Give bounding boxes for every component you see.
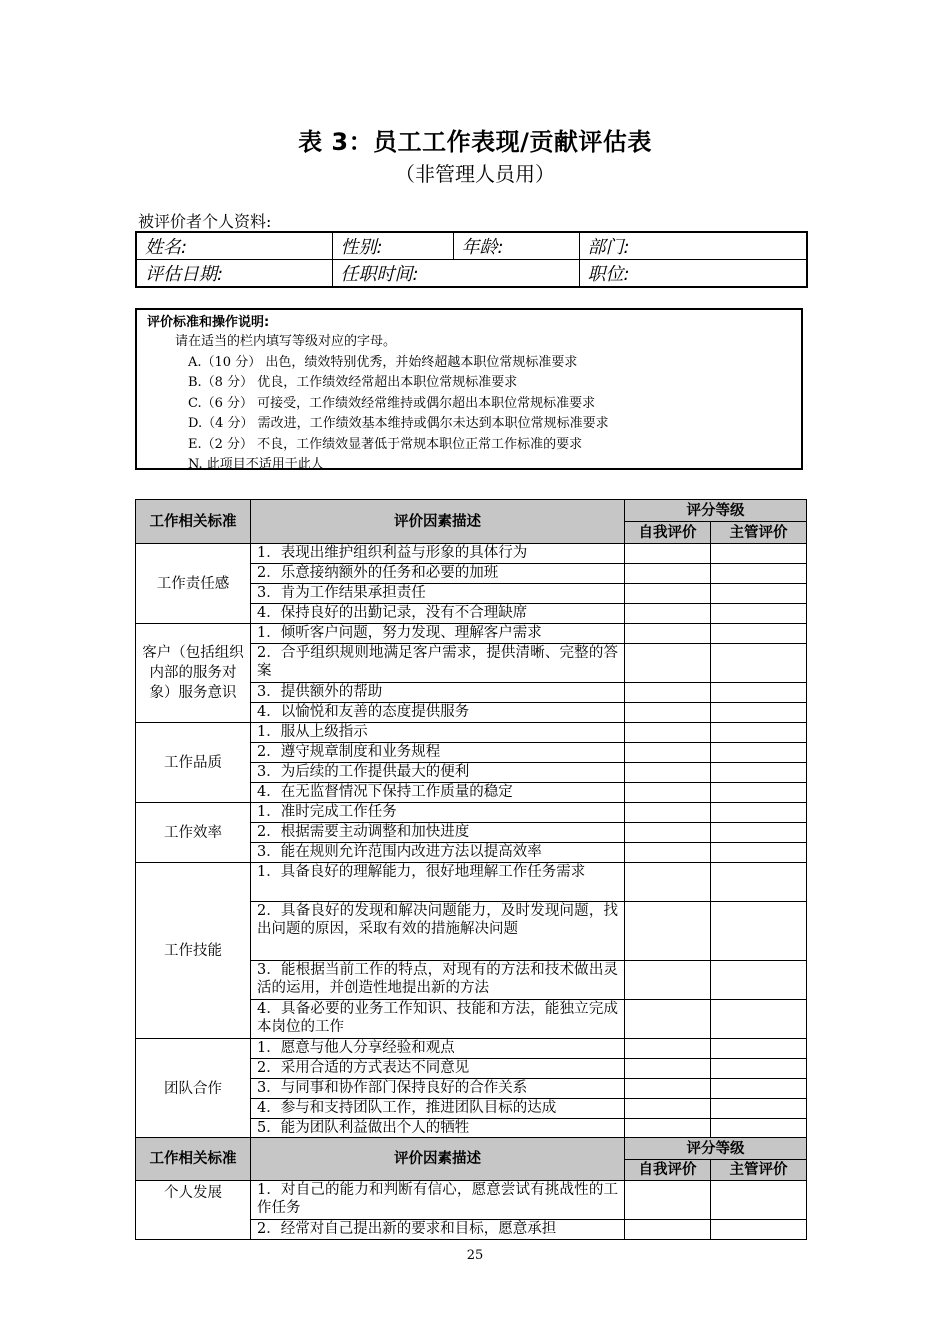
header-description: 评价因素描述	[251, 500, 625, 544]
header-self-eval: 自我评价	[625, 1160, 711, 1181]
factor-description: 2．根据需要主动调整和加快进度	[251, 823, 625, 843]
factor-description: 5．能为团队利益做出个人的牺牲	[251, 1119, 625, 1139]
manager-eval-cell[interactable]	[711, 1119, 807, 1139]
age-field[interactable]: 年龄:	[453, 232, 579, 260]
table-row	[136, 723, 807, 743]
category-cell: 工作品质	[136, 723, 251, 803]
factor-description: 3．与同事和协作部门保持良好的合作关系	[251, 1079, 625, 1099]
manager-eval-cell[interactable]	[711, 1099, 807, 1119]
department-field[interactable]: 部门:	[579, 232, 807, 260]
manager-eval-cell[interactable]	[711, 703, 807, 723]
factor-description: 3．能根据当前工作的特点，对现有的方法和技术做出灵活的运用，并创造性地提出新的方法	[251, 961, 625, 1000]
manager-eval-cell[interactable]	[711, 624, 807, 644]
category-cell: 工作效率	[136, 803, 251, 863]
self-eval-cell[interactable]	[625, 644, 711, 683]
factor-description: 1．倾听客户问题，努力发现、理解客户需求	[251, 624, 625, 644]
factor-description: 2．采用合适的方式表达不同意见	[251, 1059, 625, 1079]
self-eval-cell[interactable]	[625, 703, 711, 723]
manager-eval-cell[interactable]	[711, 544, 807, 564]
table-row	[136, 1181, 807, 1220]
factor-description: 2．遵守规章制度和业务规程	[251, 743, 625, 763]
factor-description: 1．对自己的能力和判断有信心，愿意尝试有挑战性的工作任务	[251, 1181, 625, 1220]
criteria-level: D.（4 分） 需改进，工作绩效基本维持或偶尔未达到本职位常规标准要求	[188, 416, 609, 431]
factor-description: 1．愿意与他人分享经验和观点	[251, 1039, 625, 1059]
manager-eval-cell[interactable]	[711, 1059, 807, 1079]
manager-eval-cell[interactable]	[711, 863, 807, 902]
category-cell: 团队合作	[136, 1039, 251, 1139]
factor-description: 1．具备良好的理解能力，很好地理解工作任务需求	[251, 863, 625, 902]
self-eval-cell[interactable]	[625, 624, 711, 644]
category-cell: 客户（包括组织内部的服务对象）服务意识	[136, 624, 251, 723]
factor-description: 2．乐意接纳额外的任务和必要的加班	[251, 564, 625, 584]
personal-info-table	[135, 231, 808, 288]
manager-eval-cell[interactable]	[711, 584, 807, 604]
self-eval-cell[interactable]	[625, 823, 711, 843]
factor-description: 3．为后续的工作提供最大的便利	[251, 763, 625, 783]
self-eval-cell[interactable]	[625, 1119, 711, 1139]
manager-eval-cell[interactable]	[711, 1220, 807, 1240]
manager-eval-cell[interactable]	[711, 1000, 807, 1039]
page-subtitle: （非管理人员用）	[395, 162, 555, 186]
name-field[interactable]: 姓名:	[136, 232, 332, 260]
factor-description: 3．能在规则允许范围内改进方法以提高效率	[251, 843, 625, 863]
criteria-level: N. 此项目不适用于此人	[188, 457, 324, 472]
criteria-level: B.（8 分） 优良，工作绩效经常超出本职位常规标准要求	[188, 375, 518, 390]
manager-eval-cell[interactable]	[711, 683, 807, 703]
table-row	[136, 803, 807, 823]
criteria-level: A.（10 分） 出色，绩效特别优秀，并始终超越本职位常规标准要求	[188, 354, 578, 370]
manager-eval-cell[interactable]	[711, 1079, 807, 1099]
header-standard: 工作相关标准	[136, 1138, 251, 1181]
self-eval-cell[interactable]	[625, 584, 711, 604]
eval-date-field[interactable]: 评估日期:	[136, 260, 332, 288]
criteria-box	[135, 308, 803, 470]
self-eval-cell[interactable]	[625, 1000, 711, 1039]
info-section-label: 被评价者个人资料:	[138, 212, 272, 231]
factor-description: 2．经常对自己提出新的要求和目标，愿意承担	[251, 1220, 625, 1240]
criteria-level: E.（2 分） 不良，工作绩效显著低于常规本职位正常工作标准的要求	[188, 436, 583, 452]
manager-eval-cell[interactable]	[711, 843, 807, 863]
manager-eval-cell[interactable]	[711, 604, 807, 624]
self-eval-cell[interactable]	[625, 863, 711, 902]
manager-eval-cell[interactable]	[711, 961, 807, 1000]
factor-description: 4．保持良好的出勤记录，没有不合理缺席	[251, 604, 625, 624]
header-manager-eval: 主管评价	[711, 522, 807, 544]
header-description: 评价因素描述	[251, 1138, 625, 1181]
factor-description: 4．在无监督情况下保持工作质量的稳定	[251, 783, 625, 803]
table-row	[136, 863, 807, 902]
manager-eval-cell[interactable]	[711, 743, 807, 763]
tenure-field[interactable]: 任职时间:	[332, 260, 579, 288]
criteria-heading: 评价标准和操作说明:	[147, 315, 270, 330]
self-eval-cell[interactable]	[625, 763, 711, 783]
category-cell: 工作技能	[136, 863, 251, 1039]
self-eval-cell[interactable]	[625, 1039, 711, 1059]
header-rating: 评分等级	[625, 500, 807, 522]
factor-description: 3．肯为工作结果承担责任	[251, 584, 625, 604]
self-eval-cell[interactable]	[625, 743, 711, 763]
page-title: 表 3：员工工作表现/贡献评估表	[298, 128, 652, 156]
manager-eval-cell[interactable]	[711, 763, 807, 783]
self-eval-cell[interactable]	[625, 902, 711, 961]
self-eval-cell[interactable]	[625, 1099, 711, 1119]
factor-description: 2．具备良好的发现和解决问题能力，及时发现问题，找出问题的原因，采取有效的措施解决问题	[251, 902, 625, 961]
manager-eval-cell[interactable]	[711, 723, 807, 743]
position-field[interactable]: 职位:	[579, 260, 807, 288]
manager-eval-cell[interactable]	[711, 902, 807, 961]
self-eval-cell[interactable]	[625, 1181, 711, 1220]
category-cell: 工作责任感	[136, 544, 251, 624]
self-eval-cell[interactable]	[625, 961, 711, 1000]
manager-eval-cell[interactable]	[711, 1039, 807, 1059]
evaluation-table	[135, 499, 807, 1139]
factor-description: 4．参与和支持团队工作，推进团队目标的达成	[251, 1099, 625, 1119]
manager-eval-cell[interactable]	[711, 783, 807, 803]
manager-eval-cell[interactable]	[711, 823, 807, 843]
self-eval-cell[interactable]	[625, 1079, 711, 1099]
self-eval-cell[interactable]	[625, 544, 711, 564]
manager-eval-cell[interactable]	[711, 803, 807, 823]
category-cell: 个人发展	[136, 1181, 251, 1240]
table-row	[136, 624, 807, 644]
factor-description: 2．合乎组织规则地满足客户需求，提供清晰、完整的答案	[251, 644, 625, 683]
self-eval-cell[interactable]	[625, 1059, 711, 1079]
evaluation-table-continued	[135, 1137, 807, 1240]
page-number: 25	[466, 1248, 484, 1263]
self-eval-cell[interactable]	[625, 1220, 711, 1240]
self-eval-cell[interactable]	[625, 564, 711, 584]
factor-description: 1．表现出维护组织利益与形象的具体行为	[251, 544, 625, 564]
header-standard: 工作相关标准	[136, 500, 251, 544]
manager-eval-cell[interactable]	[711, 1181, 807, 1220]
self-eval-cell[interactable]	[625, 723, 711, 743]
factor-description: 4．具备必要的业务工作知识、技能和方法，能独立完成本岗位的工作	[251, 1000, 625, 1039]
criteria-intro: 请在适当的栏内填写等级对应的字母。	[175, 334, 397, 349]
factor-description: 3．提供额外的帮助	[251, 683, 625, 703]
self-eval-cell[interactable]	[625, 783, 711, 803]
self-eval-cell[interactable]	[625, 604, 711, 624]
factor-description: 4．以愉悦和友善的态度提供服务	[251, 703, 625, 723]
header-rating: 评分等级	[625, 1138, 807, 1160]
table-row	[136, 544, 807, 564]
gender-field[interactable]: 性别:	[332, 232, 453, 260]
self-eval-cell[interactable]	[625, 843, 711, 863]
manager-eval-cell[interactable]	[711, 644, 807, 683]
criteria-level: C.（6 分） 可接受，工作绩效经常维持或偶尔超出本职位常规标准要求	[188, 395, 596, 411]
self-eval-cell[interactable]	[625, 803, 711, 823]
table-row	[136, 1039, 807, 1059]
header-manager-eval: 主管评价	[711, 1160, 807, 1181]
header-self-eval: 自我评价	[625, 522, 711, 544]
manager-eval-cell[interactable]	[711, 564, 807, 584]
factor-description: 1．服从上级指示	[251, 723, 625, 743]
factor-description: 1．准时完成工作任务	[251, 803, 625, 823]
self-eval-cell[interactable]	[625, 683, 711, 703]
